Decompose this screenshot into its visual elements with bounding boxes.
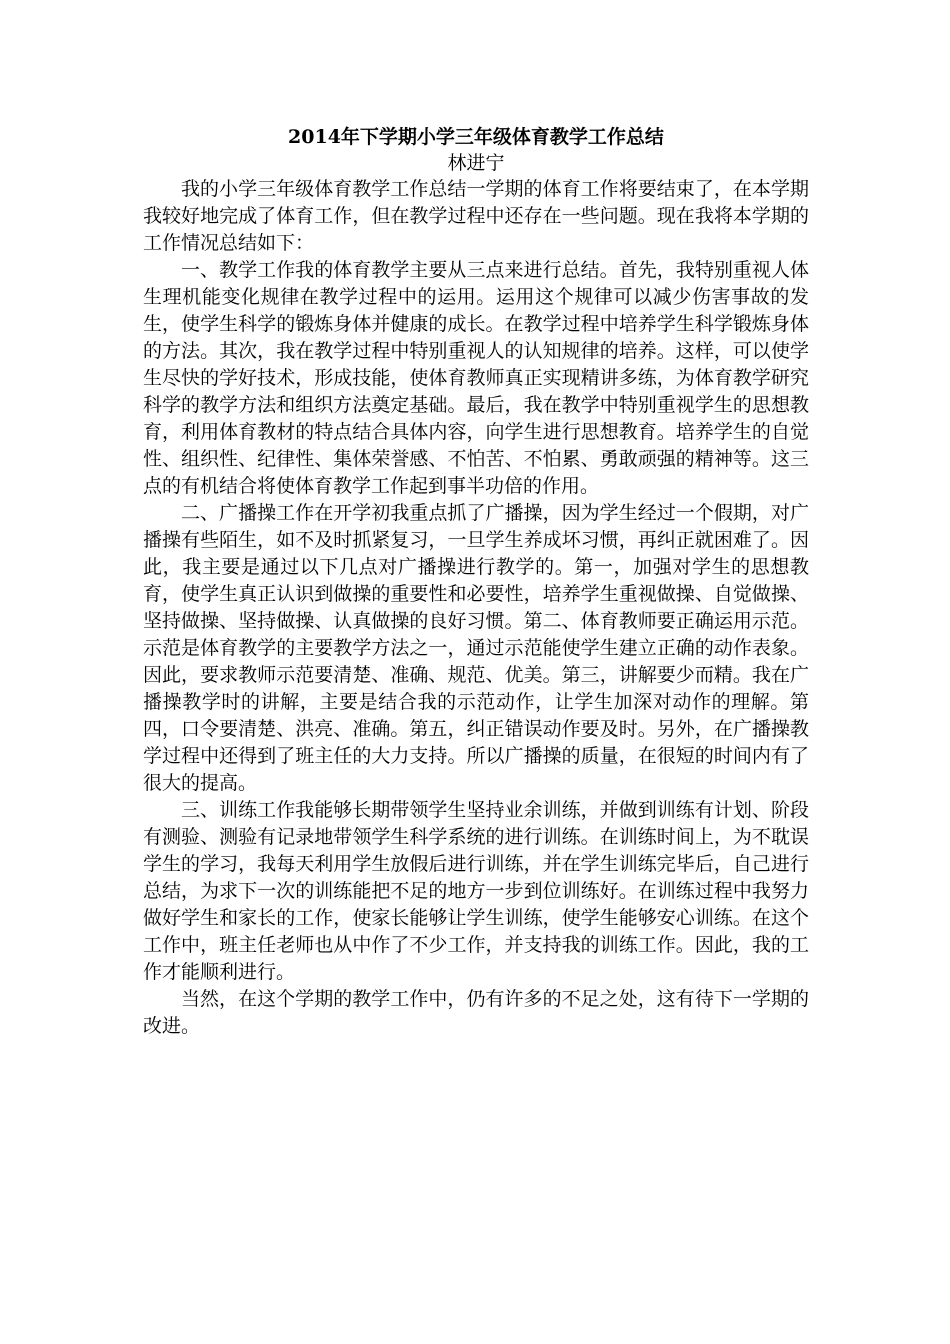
paragraph-broadcast-exercise: 二、广播操工作在开学初我重点抓了广播操，因为学生经过一个假期，对广播操有些陌生，如不及时抓紧复习，一旦学生养成坏习惯，再纠正就困难了。因此，我主要是通过以下几点对广播操进行教学的。第一，加强对学生的思想教育，使学生真正认识到做操的重要性和必要性，培养学生重视做操、自觉做操、坚持做操、坚持做操、认真做操的良好习惯。第二、体育教师要正确运用示范。示范是体育教学的主要教学方法之一，通过示范能使学生建立正确的动作表象。因此，要求教师示范要清楚、准确、规范、优美。第三，讲解要少而精。我在广播操教学时的讲解，主要是结合我的示范动作，让学生加深对动作的理解。第四，口令要清楚、洪亮、准确。第五，纠正错误动作要及时。另外，在广播操教学过程中还得到了班主任的大力支持。所以广播操的质量，在很短的时间内有了很大的提高。: [143, 502, 809, 794]
paragraph-intro: 我的小学三年级体育教学工作总结一学期的体育工作将要结束了，在本学期我较好地完成了体育工作，但在教学过程中还存在一些问题。现在我将本学期的工作情况总结如下：: [143, 178, 809, 254]
document-author: 林进宁: [447, 152, 505, 174]
paragraph-teaching: 一、教学工作我的体育教学主要从三点来进行总结。首先，我特别重视人体生理机能变化规律在教学过程中的运用。运用这个规律可以减少伤害事故的发生，使学生科学的锻炼身体并健康的成长。在教学过程中培养学生科学锻炼身体的方法。其次，我在教学过程中特别重视人的认知规律的培养。这样，可以使学生尽快的学好技术，形成技能，使体育教师真正实现精讲多练，为体育教学研究科学的教学方法和组织方法奠定基础。最后，我在教学中特别重视学生的思想教育，利用体育教材的特点结合具体内容，向学生进行思想教育。培养学生的自觉性、组织性、纪律性、集体荣誉感、不怕苦、不怕累、勇敢顽强的精神等。这三点的有机结合将使体育教学工作起到事半功倍的作用。: [143, 259, 809, 497]
document-page: [143, 124, 809, 1040]
paragraph-conclusion: 当然，在这个学期的教学工作中，仍有许多的不足之处，这有待下一学期的改进。: [143, 988, 809, 1037]
document-title: 2014年下学期小学三年级体育教学工作总结: [288, 126, 664, 148]
paragraph-training: 三、训练工作我能够长期带领学生坚持业余训练，并做到训练有计划、阶段有测验、测验有记录地带领学生科学系统的进行训练。在训练时间上，为不耽误学生的学习，我每天利用学生放假后进行训练，并在学生训练完毕后，自己进行总结，为求下一次的训练能把不足的地方一步到位训练好。在训练过程中我努力做好学生和家长的工作，使家长能够让学生训练，使学生能够安心训练。在这个工作中，班主任老师也从中作了不少工作，并支持我的训练工作。因此，我的工作才能顺利进行。: [143, 799, 809, 983]
